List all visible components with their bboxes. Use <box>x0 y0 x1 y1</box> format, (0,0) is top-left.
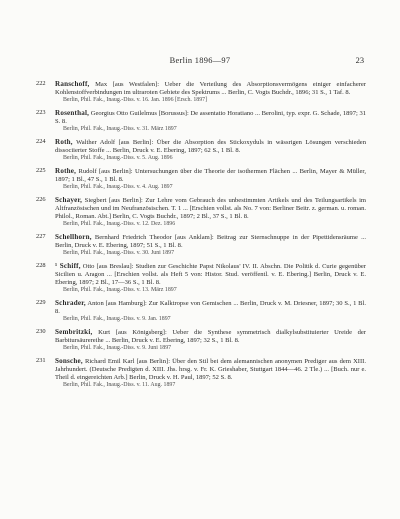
entry-body <box>55 196 366 221</box>
dissertation-note: Berlin, Phil. Fak., Inaug.-Diss. v. 31. März 1897 <box>63 126 177 133</box>
entry-text: Richard Emil Karl [aus Berlin]: Über den Stil bei dem alemannischen anonymen Prediger aus dem XIII. Jahrhundert. (Deutsche Predigten d. XIII. Jhs. hrsg. v. Fr. K. Grieshaber, Stuttgart 1844—46. 2 Tle.) ... [Buch. nur e. Theil d. eingereichten Arb.] Berlin, Druck v. H. Paul, 1897; 52 S. 8. <box>55 357 366 382</box>
author-name: Roth, <box>55 137 73 146</box>
author-name: Schrader, <box>55 298 86 307</box>
list-item <box>36 233 366 258</box>
author-name: Sonsche, <box>55 356 83 365</box>
entry-body <box>55 167 366 184</box>
dissertation-note: Berlin, Phil. Fak., Inaug.-Diss. v. 5. Aug. 1896 <box>63 155 173 162</box>
list-item <box>36 328 366 353</box>
dissertation-note: Berlin, Phil. Fak., Inaug.-Diss. v. 9. Juni 1897 <box>63 345 172 352</box>
entry-text: Otto [aus Breslau]: Studien zur Geschichte Papst Nikolaus' IV. II. Abschn. Die Politik d. Curie gegenüber Sicilien u. Aragon ... [Erschien vollst. als Heft 5 von: Histor. Stud. veröffentl. v. E. Ebering.] Berlin, Druck v. E. Ebering, 1897; 2 Bl., 17—36 S., 1 Bl. 8. <box>55 262 366 287</box>
entry-text: Max [aus Westfalen]: Ueber die Verteilung des Absorptionsvermögens einiger einfacherer Kohlenstoffverbindungen im ultraroten Gebiete des Spektrums ... Berlin, C. Vogts Buchdr., 1896; 31 S., 1 Taf. 8. <box>55 81 366 97</box>
entry-number: 227 <box>36 232 46 240</box>
entry-text: Bernhard Friedrich Theodor [aus Anklam]: Beitrag zur Sternschnuppe in der Pipettidensräume ... Berlin, Druck v. E. Ebering, 1897; 51 S., 1 Bl. 8. <box>55 233 366 250</box>
entry-text: Georgius Otto Guilelmus [Borussus]: De assentatio Horatiano ... Berolini, typ. expr. G. Schade, 1897; 31 S. 8. <box>55 109 366 126</box>
dissertation-note: Berlin, Phil. Fak., Inaug.-Diss. v. 9. Jan. 1897 <box>63 316 171 323</box>
entry-number: 231 <box>36 356 46 364</box>
entry-number: 222 <box>36 80 46 87</box>
list-item <box>36 80 366 105</box>
page-header <box>0 56 400 70</box>
dissertation-note: Berlin, Phil. Fak., Inaug.-Diss. v. 16. Jan. 1896 [Ersch. 1897] <box>63 97 208 104</box>
list-item <box>36 167 366 192</box>
entry-text: Walther Adolf [aus Berlin]: Über die Absorption des Stickoxyduls in wässrigen Lösungen verschieden dissociierter Stoffe ... Berlin, Druck v. E. Ebering, 1897; 62 S., 1 Bl. 8. <box>55 138 366 155</box>
entry-number: 230 <box>36 327 46 335</box>
dissertation-note: Berlin, Phil. Fak., Inaug.-Diss. v. 4. Aug. 1897 <box>63 184 173 191</box>
list-item <box>36 357 366 390</box>
entry-text: Anton [aus Hamburg]: Zur Kalktropse von Gemischen ... Berlin, Druck v. M. Driesner, 1897; 30 S., 1 Bl. 8. <box>55 299 366 316</box>
dissertation-note: Berlin, Phil. Fak., Inaug.-Diss. v. 30. Juni 1897 <box>63 250 175 257</box>
entry-number: 229 <box>36 298 46 306</box>
dissertation-note: Berlin, Phil. Fak., Inaug.-Diss. v. 13. März 1897 <box>63 287 177 294</box>
entry-body <box>55 262 366 287</box>
author-name: Ranschoff, <box>55 80 90 88</box>
list-item <box>36 138 366 163</box>
entry-number: 226 <box>36 195 46 203</box>
author-name: Rosenthal, <box>55 108 90 117</box>
running-title: Berlin 1896—97 <box>169 56 231 65</box>
entry-body <box>55 328 366 345</box>
entry-number: 223 <box>36 108 46 116</box>
list-item <box>36 109 366 134</box>
author-name: Rothe, <box>55 166 77 175</box>
author-name: Schayer, <box>55 195 83 204</box>
entry-text: Siegbert [aus Berlin]: Zur Lehre vom Gebrauch des unbestimmten Artikels und des Teilungsartikels im Altfranzösischen und im Neufranzösischen. T. 1 ... [Erschien vollst. als No. 7 von: Berliner Beitr. z. german. u. roman. Philol., Roman. Abt.] Berlin, C. Vogts Buchdr., 1897; 2 Bl., 37 S., 1 Bl. 8. <box>55 196 366 221</box>
page-number: 23 <box>355 56 364 65</box>
dissertation-note: Berlin, Phil. Fak., Inaug.-Diss. v. 12. Dez. 1896 <box>63 221 176 228</box>
author-name: ¹ Schiff, <box>55 261 81 270</box>
entry-number: 224 <box>36 137 46 145</box>
entry-body <box>55 357 366 382</box>
entry-body <box>55 233 366 250</box>
list-item <box>36 262 366 295</box>
entry-body <box>55 80 366 97</box>
entry-number: 228 <box>36 261 46 269</box>
entry-text: Rudolf [aus Berlin]: Untersuchungen über die Theorie der isothermen Flächen ... Berlin, Mayer & Müller, 1897; 1 Bl., 47 S., 1 Bl. 8. <box>55 167 366 183</box>
list-item <box>36 299 366 324</box>
entry-number: 225 <box>36 166 46 174</box>
author-name: Schellhorn, <box>55 232 92 241</box>
bibliography-list <box>36 80 366 394</box>
entry-text: Kurt [aus Königsberg]: Ueber die Synthese symmetrisch dialkylsubstituierter Ureide der Barbitursäurereihe ... Berlin, Druck v. E. Ebering, 1897; 32 S., 1 Bl. 8. <box>55 328 366 345</box>
list-item <box>36 196 366 229</box>
entry-body <box>55 138 366 155</box>
author-name: Sembritzki, <box>55 327 93 336</box>
entry-body <box>55 299 366 316</box>
dissertation-note: Berlin, Phil. Fak., Inaug.-Diss. v. 11. Aug. 1897 <box>63 382 176 389</box>
entry-body <box>55 109 366 126</box>
